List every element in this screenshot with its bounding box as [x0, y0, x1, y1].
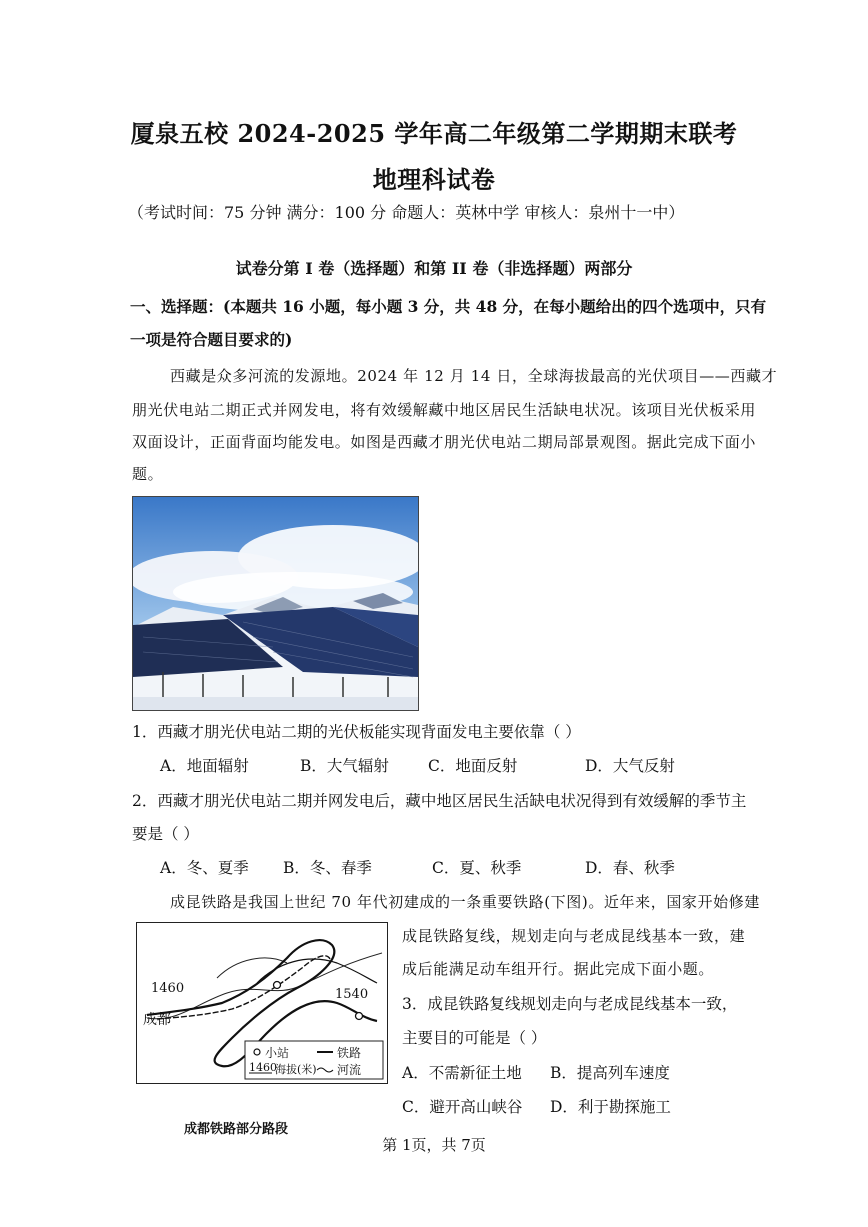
legend-station: 小站	[265, 1046, 290, 1060]
legend-elev-value: 1460	[249, 1061, 277, 1074]
section1-heading-cont: 一项是符合题目要求的)	[130, 330, 293, 349]
page-number: 第 1页，共 7页	[382, 1136, 486, 1154]
map-caption: 成都铁路部分路段	[184, 1122, 289, 1137]
q3-stem-cont: 主要目的可能是（ ）	[402, 1029, 547, 1047]
q2-option-c[interactable]: C．夏、秋季	[432, 859, 522, 877]
passage1-line3: 双面设计，正面背面均能发电。如图是西藏才朋光伏电站二期局部景观图。据此完成下面小	[132, 433, 757, 451]
q2-stem: 2．西藏才朋光伏电站二期并网发电后，藏中地区居民生活缺电状况得到有效缓解的季节主	[132, 792, 747, 810]
map-city-label: 成都	[143, 1012, 171, 1028]
passage2-line2: 成昆铁路复线，规划走向与老成昆线基本一致，建	[402, 927, 746, 945]
passage2-line3: 成后能满足动车组开行。据此完成下面小题。	[402, 960, 715, 978]
railway-map	[136, 922, 388, 1084]
exam-info: （考试时间：75 分钟 满分：100 分 命题人：英林中学 审核人：泉州十一中）	[128, 203, 685, 222]
q2-option-b[interactable]: B．冬、春季	[283, 859, 372, 877]
passage2-line1: 成昆铁路是我国上世纪 70 年代初建成的一条重要铁路(下图)。近年来，国家开始修建	[170, 893, 760, 911]
exam-subtitle: 地理科试卷	[372, 165, 496, 194]
q1-option-b[interactable]: B．大气辐射	[300, 757, 389, 775]
q3-option-a[interactable]: A．不需新征土地	[402, 1064, 522, 1082]
q3-option-c[interactable]: C．避开高山峡谷	[402, 1098, 523, 1116]
q3-option-b[interactable]: B．提高列车速度	[550, 1064, 670, 1082]
section-note: 试卷分第 I 卷（选择题）和第 II 卷（非选择题）两部分	[235, 259, 633, 278]
passage1-line1: 西藏是众多河流的发源地。2024 年 12 月 14 日，全球海拔最高的光伏项目——西藏才	[170, 367, 778, 385]
q2-stem-cont: 要是（ ）	[132, 825, 199, 843]
passage1-line2: 朋光伏电站二期正式并网发电，将有效缓解藏中地区居民生活缺电状况。该项目光伏板采用	[132, 401, 757, 419]
q1-option-d[interactable]: D．大气反射	[585, 757, 675, 775]
map-elev-label-right: 1540	[335, 987, 369, 1002]
passage1-line4: 题。	[132, 465, 164, 483]
exam-title: 厦泉五校 2024-2025 学年高二年级第二学期期末联考	[130, 119, 738, 148]
solar-plant-photo	[132, 496, 419, 711]
legend-elevation: 海拔(米)	[275, 1063, 317, 1076]
q3-option-d[interactable]: D．利于勘探施工	[550, 1098, 671, 1116]
q2-option-a[interactable]: A．冬、夏季	[160, 859, 249, 877]
q3-stem: 3．成昆铁路复线规划走向与老成昆线基本一致，	[402, 995, 738, 1013]
q1-option-a[interactable]: A．地面辐射	[160, 757, 249, 775]
q1-stem: 1．西藏才朋光伏电站二期的光伏板能实现背面发电主要依靠（ ）	[132, 723, 581, 741]
map-elev-label-left: 1460	[151, 981, 185, 996]
legend-railway: 铁路	[337, 1046, 362, 1060]
legend-river: 河流	[337, 1063, 362, 1077]
q2-option-d[interactable]: D．春、秋季	[585, 859, 675, 877]
q1-option-c[interactable]: C．地面反射	[428, 757, 518, 775]
section1-heading: 一、选择题：(本题共 16 小题，每小题 3 分，共 48 分，在每小题给出的四个选项中，只有	[130, 297, 767, 316]
